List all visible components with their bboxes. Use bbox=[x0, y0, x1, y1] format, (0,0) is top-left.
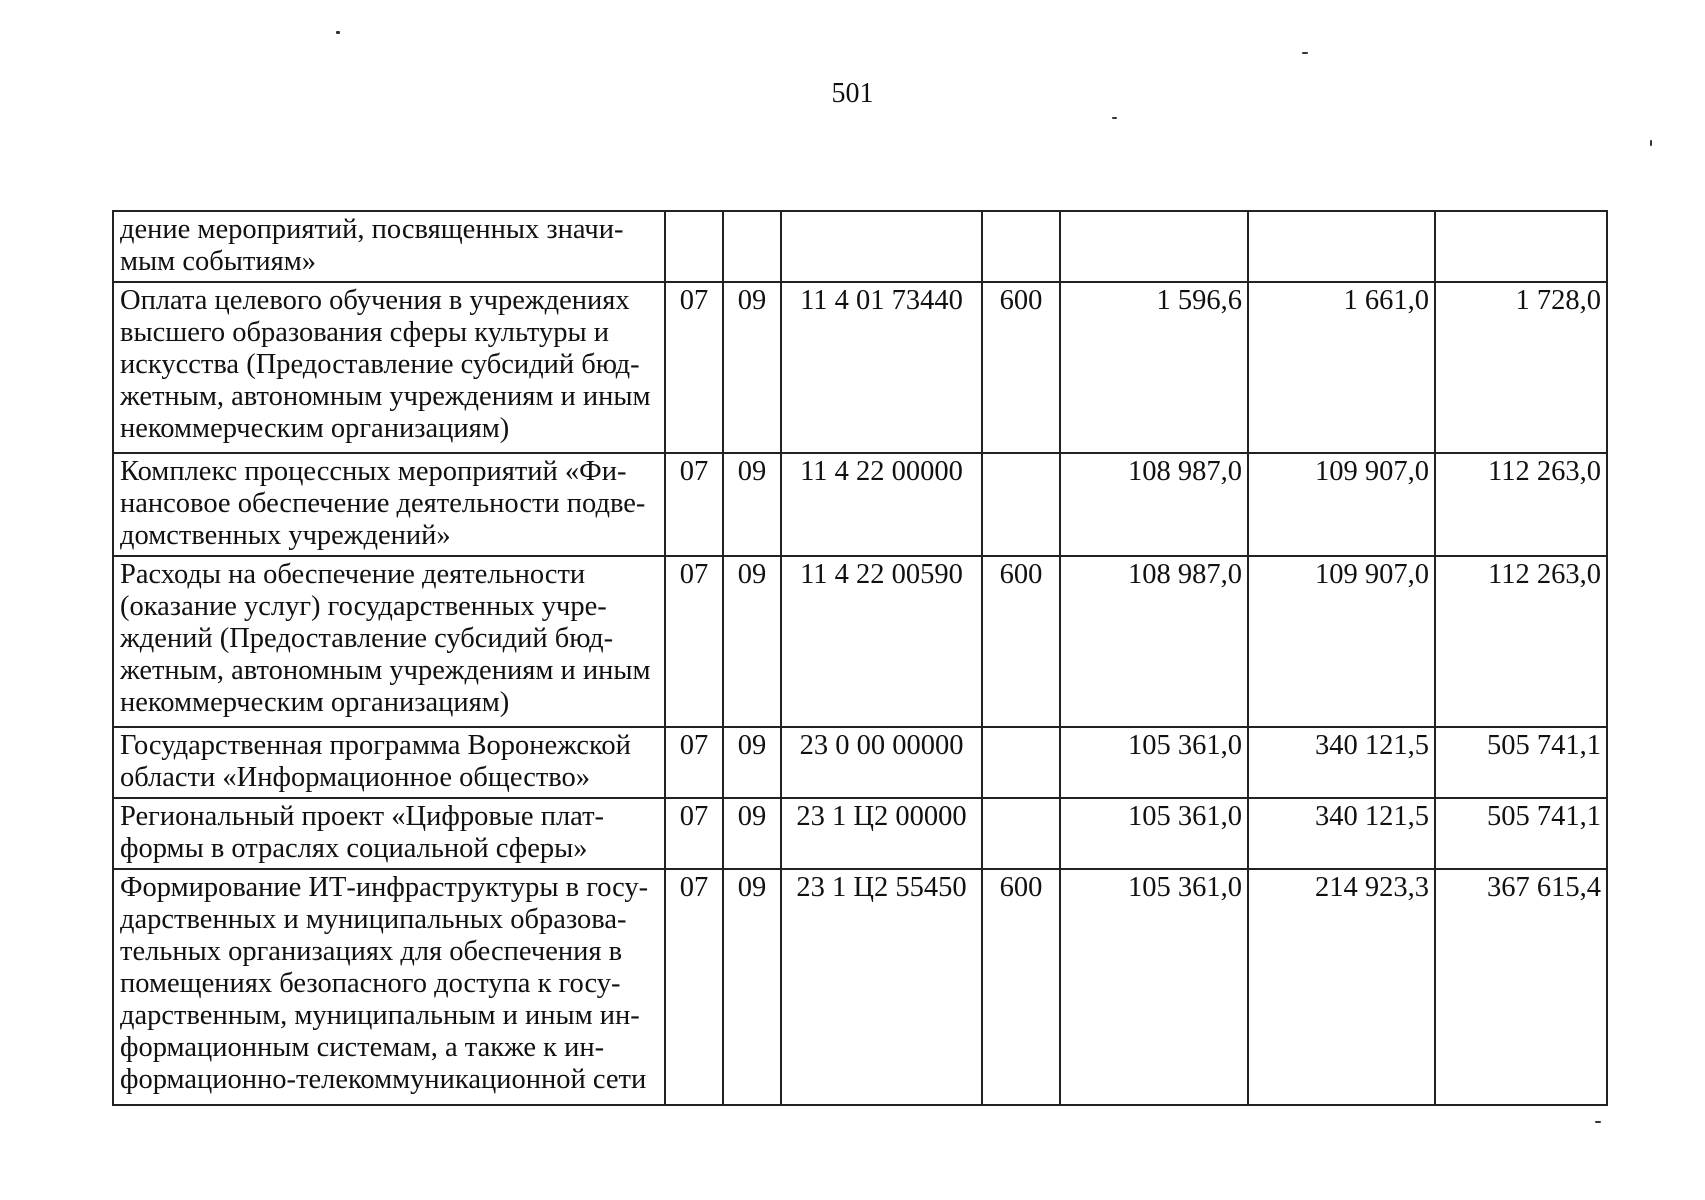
subsection-code: 09 bbox=[723, 798, 781, 869]
amount-year-3: 505 741,1 bbox=[1435, 727, 1607, 798]
expense-type-code bbox=[982, 211, 1060, 282]
budget-table bbox=[112, 210, 1608, 1106]
amount-year-1: 105 361,0 bbox=[1060, 869, 1248, 1105]
amount-year-1: 1 596,6 bbox=[1060, 282, 1248, 453]
table-row bbox=[113, 282, 1607, 453]
amount-year-2: 214 923,3 bbox=[1248, 869, 1435, 1105]
expense-type-code bbox=[982, 453, 1060, 556]
section-code: 07 bbox=[665, 282, 723, 453]
row-description: Государственная программа Воронежской области «Информационное общество» bbox=[113, 727, 665, 798]
section-code: 07 bbox=[665, 798, 723, 869]
amount-year-2: 1 661,0 bbox=[1248, 282, 1435, 453]
subsection-code: 09 bbox=[723, 556, 781, 727]
expense-type-code bbox=[982, 727, 1060, 798]
target-article-code: 11 4 22 00590 bbox=[781, 556, 982, 727]
section-code: 07 bbox=[665, 453, 723, 556]
expense-type-code: 600 bbox=[982, 282, 1060, 453]
amount-year-1: 108 987,0 bbox=[1060, 556, 1248, 727]
amount-year-2 bbox=[1248, 211, 1435, 282]
amount-year-3: 505 741,1 bbox=[1435, 798, 1607, 869]
table-row bbox=[113, 869, 1607, 1105]
target-article-code: 23 0 00 00000 bbox=[781, 727, 982, 798]
amount-year-3 bbox=[1435, 211, 1607, 282]
section-code bbox=[665, 211, 723, 282]
amount-year-3: 112 263,0 bbox=[1435, 453, 1607, 556]
subsection-code: 09 bbox=[723, 727, 781, 798]
target-article-code: 11 4 01 73440 bbox=[781, 282, 982, 453]
scan-speck bbox=[1650, 140, 1652, 146]
row-description: Формирование ИТ-инфраструктуры в госу-дарственных и муниципальных образова-тельных организациях для обеспечения в помещениях безопасного доступа к госу-дарственным, муниципальным и иным ин-формационным системам, а также к ин-формационно-телекоммуникационной сети bbox=[113, 869, 665, 1105]
section-code: 07 bbox=[665, 727, 723, 798]
table-row bbox=[113, 798, 1607, 869]
table-row bbox=[113, 556, 1607, 727]
amount-year-3: 1 728,0 bbox=[1435, 282, 1607, 453]
subsection-code bbox=[723, 211, 781, 282]
amount-year-1: 108 987,0 bbox=[1060, 453, 1248, 556]
section-code: 07 bbox=[665, 869, 723, 1105]
target-article-code: 23 1 Ц2 55450 bbox=[781, 869, 982, 1105]
subsection-code: 09 bbox=[723, 869, 781, 1105]
amount-year-2: 109 907,0 bbox=[1248, 556, 1435, 727]
scan-speck bbox=[336, 31, 340, 34]
target-article-code: 11 4 22 00000 bbox=[781, 453, 982, 556]
scan-speck bbox=[1302, 52, 1308, 54]
amount-year-1: 105 361,0 bbox=[1060, 798, 1248, 869]
subsection-code: 09 bbox=[723, 282, 781, 453]
table-row bbox=[113, 211, 1607, 282]
row-description: Региональный проект «Цифровые плат-формы в отраслях социальной сферы» bbox=[113, 798, 665, 869]
amount-year-1: 105 361,0 bbox=[1060, 727, 1248, 798]
section-code: 07 bbox=[665, 556, 723, 727]
row-description: Комплекс процессных мероприятий «Фи-нансовое обеспечение деятельности подве-домственных учреждений» bbox=[113, 453, 665, 556]
amount-year-3: 112 263,0 bbox=[1435, 556, 1607, 727]
amount-year-2: 109 907,0 bbox=[1248, 453, 1435, 556]
amount-year-3: 367 615,4 bbox=[1435, 869, 1607, 1105]
target-article-code: 23 1 Ц2 00000 bbox=[781, 798, 982, 869]
expense-type-code: 600 bbox=[982, 869, 1060, 1105]
table-row bbox=[113, 453, 1607, 556]
row-description: дение мероприятий, посвященных значи- мым событиям» bbox=[113, 211, 665, 282]
expense-type-code bbox=[982, 798, 1060, 869]
subsection-code: 09 bbox=[723, 453, 781, 556]
table-row bbox=[113, 727, 1607, 798]
amount-year-2: 340 121,5 bbox=[1248, 727, 1435, 798]
amount-year-2: 340 121,5 bbox=[1248, 798, 1435, 869]
row-description: Оплата целевого обучения в учреждениях высшего образования сферы культуры и искусства (Предоставление субсидий бюд-жетным, автономным учреждениям и иным некоммерческим организациям) bbox=[113, 282, 665, 453]
table-body bbox=[113, 211, 1607, 1105]
expense-type-code: 600 bbox=[982, 556, 1060, 727]
scan-speck bbox=[1112, 117, 1117, 119]
row-description: Расходы на обеспечение деятельности (оказание услуг) государственных учре-ждений (Предоставление субсидий бюд-жетным, автономным учреждениям и иным некоммерческим организациям) bbox=[113, 556, 665, 727]
page-number: 501 bbox=[831, 78, 874, 109]
amount-year-1 bbox=[1060, 211, 1248, 282]
scan-speck bbox=[1595, 1121, 1601, 1123]
target-article-code bbox=[781, 211, 982, 282]
